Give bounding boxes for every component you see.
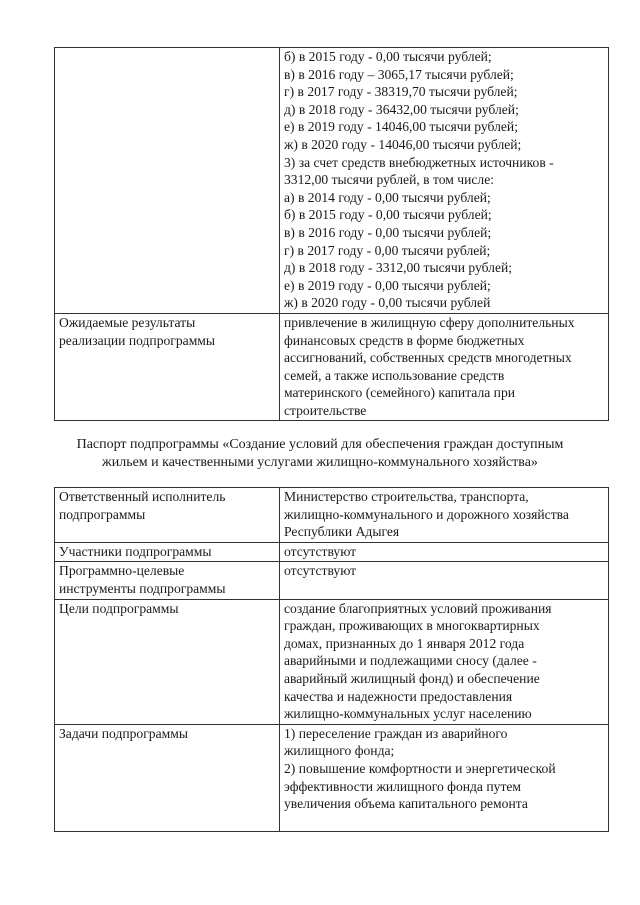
value-line: отсутствуют	[284, 543, 357, 559]
table-row	[55, 724, 609, 831]
value-line: жилищно-коммунальных услуг населению	[284, 706, 532, 722]
funding-line: в) в 2016 году – 3065,17 тысячи рублей;	[284, 66, 514, 82]
value-line: 1) переселение граждан из аварийного	[284, 725, 508, 741]
section-title-line: Паспорт подпрограммы «Создание условий для обеспечения граждан доступным	[76, 437, 564, 452]
label-line: Цели подпрограммы	[59, 600, 179, 616]
value-line: создание благоприятных условий проживания	[284, 600, 552, 616]
value-line: Министерство строительства, транспорта,	[284, 489, 529, 504]
funding-line: в) в 2016 году - 0,00 тысячи рублей;	[284, 224, 492, 240]
funding-line: д) в 2018 году - 36432,00 тысячи рублей;	[284, 101, 519, 117]
funding-line: 3312,00 тысячи рублей, в том числе:	[284, 172, 495, 188]
value-line: аварийный жилищный фонд) и обеспечение	[284, 670, 540, 686]
goals-value-cell	[280, 599, 609, 724]
funding-line: ж) в 2020 году - 14046,00 тысячи рублей;	[284, 136, 522, 152]
label-line: инструменты подпрограммы	[59, 580, 226, 596]
value-line: увеличения объема капитального ремонта	[284, 796, 528, 812]
section-title-line: жильем и качественными услугами жилищно-коммунального хозяйства»	[102, 455, 538, 470]
funding-value-cell	[280, 48, 609, 314]
results-value-line: ассигнований, собственных средств многодетных	[284, 350, 572, 366]
funding-line: г) в 2017 году - 0,00 тысячи рублей;	[284, 242, 491, 258]
goals-label-cell	[55, 599, 280, 724]
results-value-line: материнского (семейного) капитала при	[284, 385, 516, 401]
results-value-line: привлечение в жилищную сферу дополнительных	[284, 314, 575, 330]
value-line: аварийными и подлежащими сносу (далее -	[284, 653, 537, 669]
table-row	[55, 488, 609, 543]
results-value-line: строительстве	[284, 402, 367, 418]
table-row	[55, 542, 609, 562]
funding-line: 3) за счет средств внебюджетных источников -	[284, 154, 554, 170]
value-line: жилищно-коммунального и дорожного хозяйства	[284, 506, 569, 522]
results-label-line: реализации подпрограммы	[59, 332, 216, 348]
value-line: граждан, проживающих в многоквартирных	[284, 618, 540, 634]
results-label-cell	[55, 313, 280, 421]
results-value-cell	[280, 313, 609, 421]
subprogram-passport-table	[54, 487, 609, 832]
responsible-value-cell	[280, 488, 609, 543]
instruments-label-cell	[55, 562, 280, 599]
results-value-line: семей, а также использование средств	[284, 367, 505, 383]
value-line: качества и надежности предоставления	[284, 688, 513, 704]
participants-value-cell	[280, 542, 609, 562]
funding-line: е) в 2019 году - 0,00 тысячи рублей;	[284, 277, 491, 293]
value-line: жилищного фонда;	[284, 743, 395, 759]
participants-label-cell	[55, 542, 280, 562]
label-line: Программно-целевые	[59, 563, 185, 579]
table-row	[55, 562, 609, 599]
funding-line: д) в 2018 году - 3312,00 тысячи рублей;	[284, 260, 513, 276]
label-line: Задачи подпрограммы	[59, 725, 188, 741]
results-value-line: финансовых средств в форме бюджетных	[284, 332, 525, 348]
passport-table-continued	[54, 47, 609, 421]
funding-label-cell	[55, 48, 280, 314]
table-row	[55, 599, 609, 724]
funding-line: б) в 2015 году - 0,00 тысячи рублей;	[284, 207, 492, 223]
results-label-line: Ожидаемые результаты	[59, 314, 196, 330]
responsible-label-cell	[55, 488, 280, 543]
tasks-label-cell	[55, 724, 280, 831]
value-line: 2) повышение комфортности и энергетической	[284, 760, 556, 776]
funding-line: а) в 2014 году - 0,00 тысячи рублей;	[284, 189, 491, 205]
funding-line: б) в 2015 году - 0,00 тысячи рублей;	[284, 49, 492, 64]
table-row	[55, 48, 609, 314]
label-line: подпрограммы	[59, 506, 146, 522]
value-line: Республики Адыгея	[284, 524, 400, 540]
tasks-value-cell	[280, 724, 609, 831]
instruments-value-cell	[280, 562, 609, 599]
label-line: Участники подпрограммы	[59, 543, 212, 559]
label-line: Ответственный исполнитель	[59, 489, 226, 504]
funding-line: ж) в 2020 году - 0,00 тысячи рублей	[284, 295, 491, 311]
value-line: отсутствуют	[284, 563, 357, 579]
value-line: домах, признанных до 1 января 2012 года	[284, 635, 525, 651]
value-line: эффективности жилищного фонда путем	[284, 778, 522, 794]
table-row	[55, 313, 609, 421]
funding-line: е) в 2019 году - 14046,00 тысячи рублей;	[284, 119, 518, 135]
funding-line: г) в 2017 году - 38319,70 тысячи рублей;	[284, 84, 518, 100]
